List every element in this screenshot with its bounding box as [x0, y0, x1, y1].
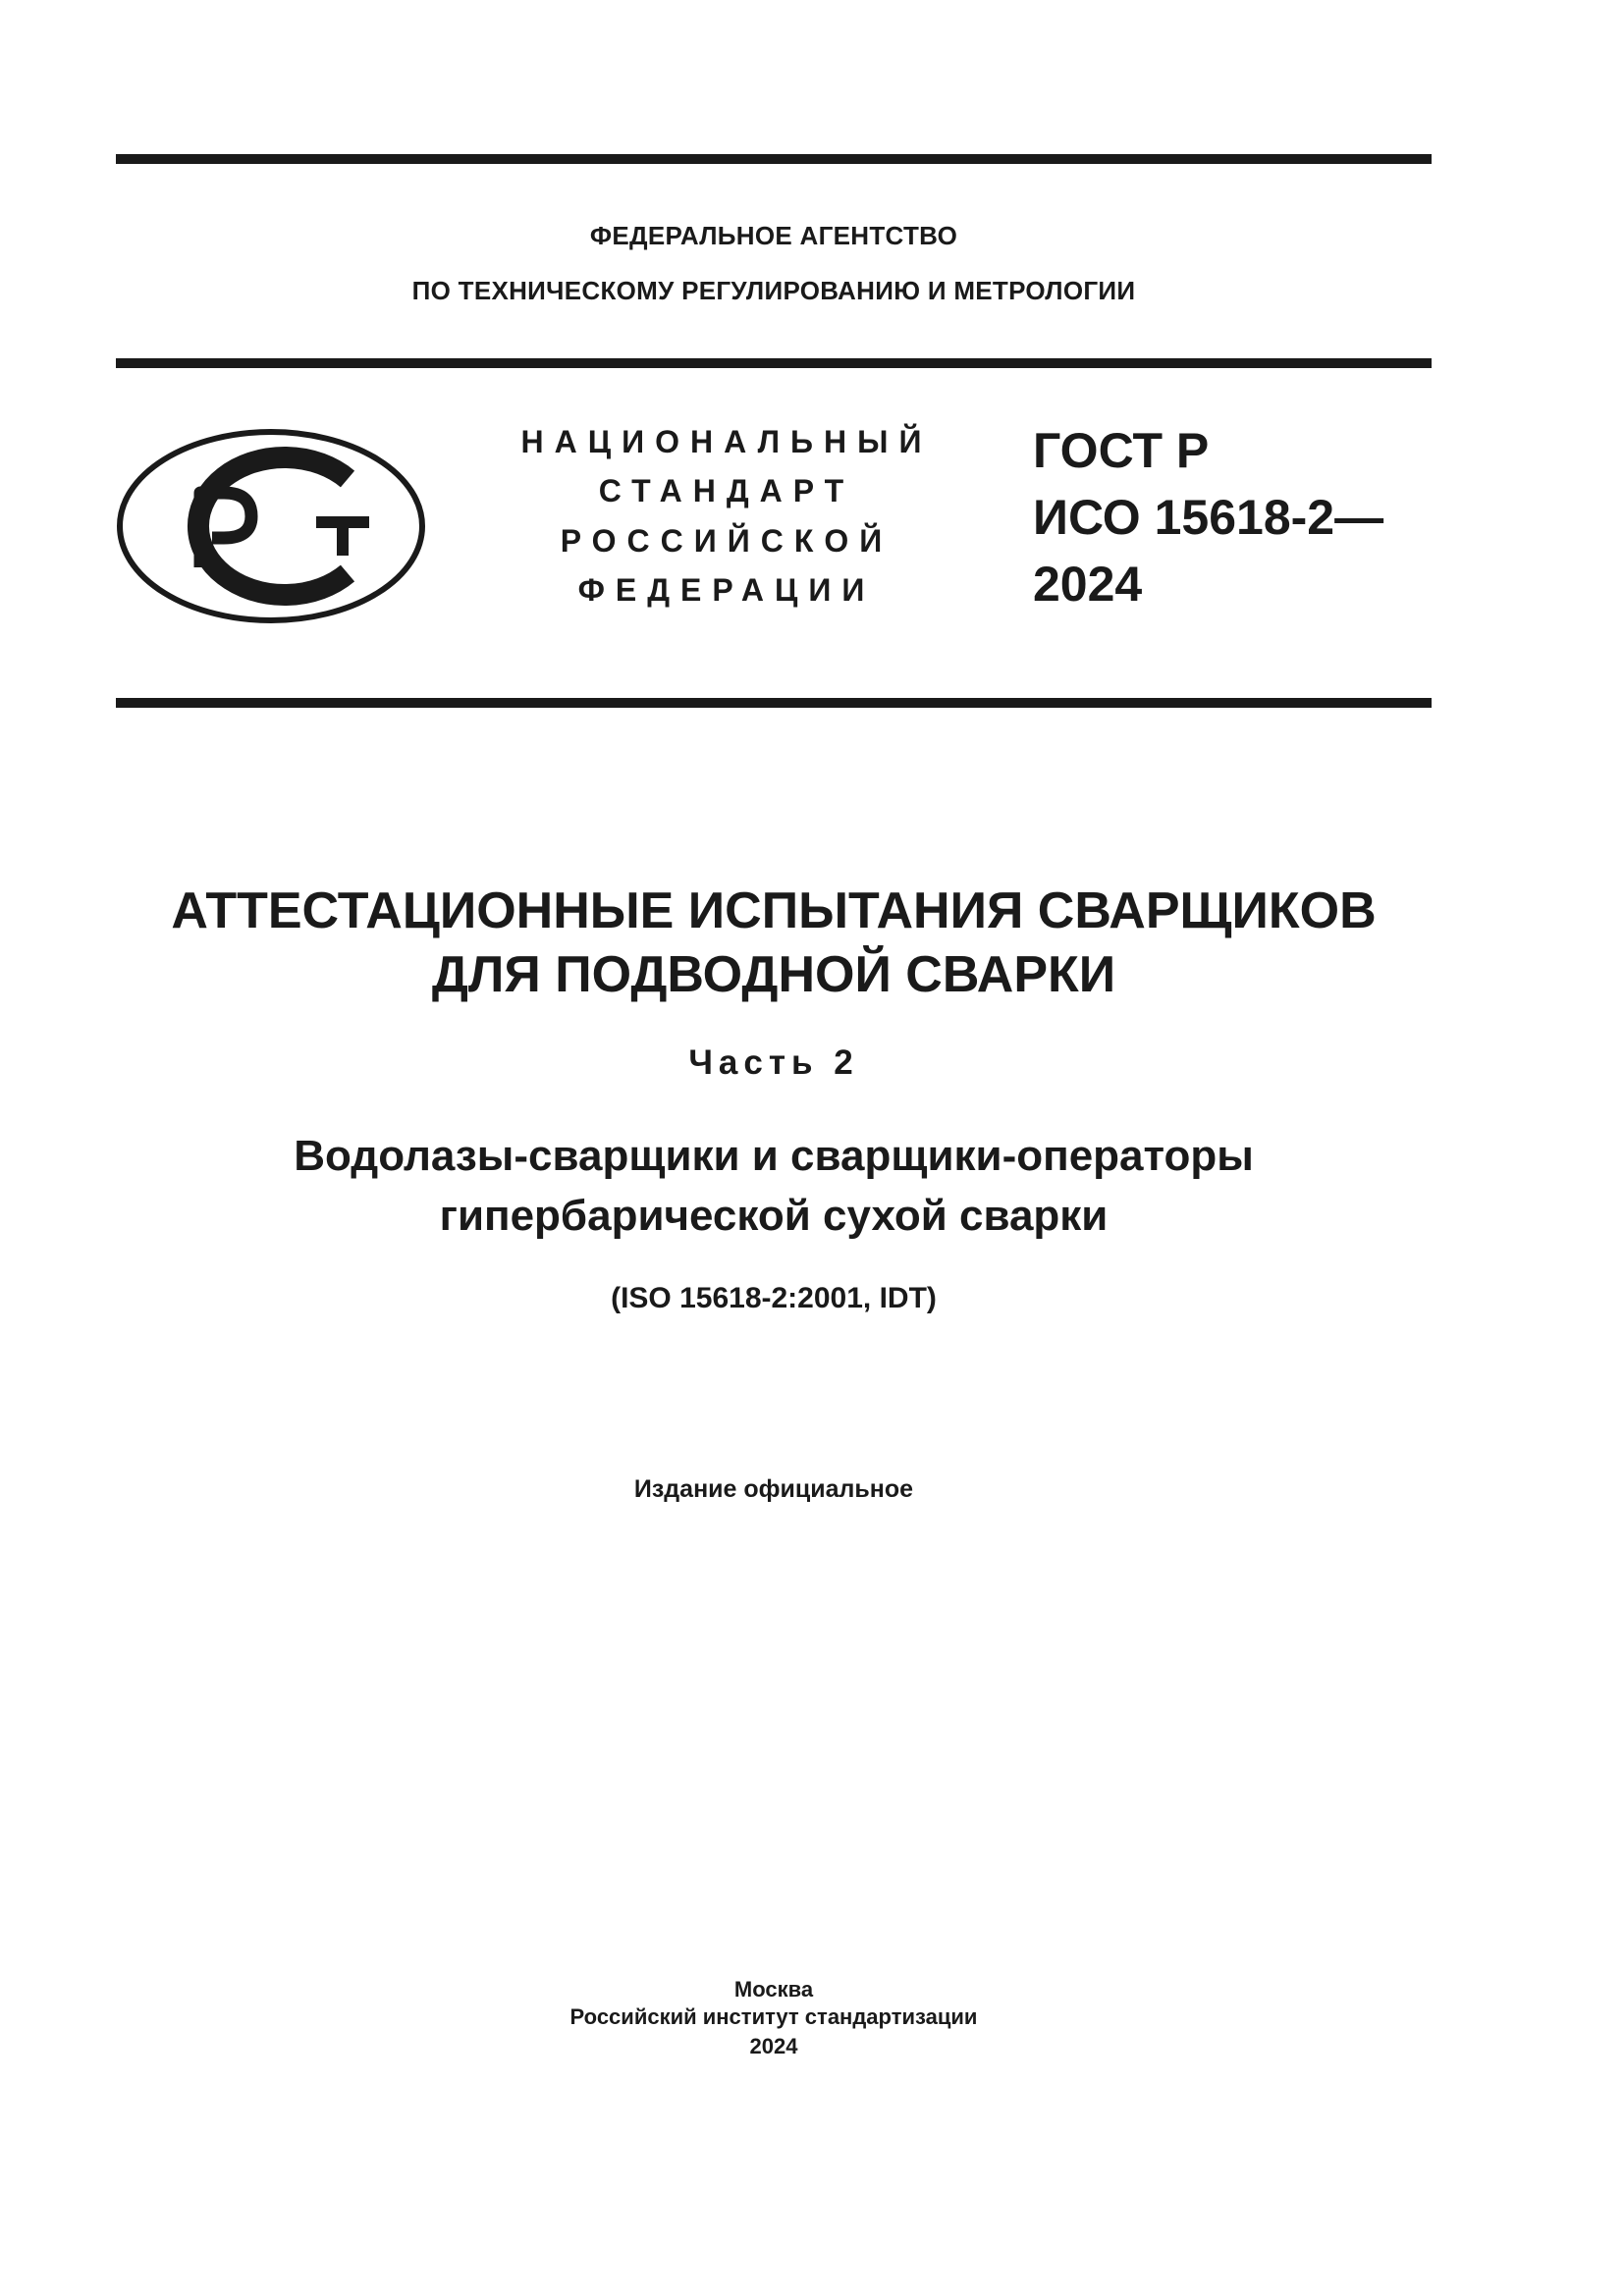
document-title-line-1: АТТЕСТАЦИОННЫЕ ИСПЫТАНИЯ СВАРЩИКОВ	[171, 882, 1377, 939]
agency-line-2: ПО ТЕХНИЧЕСКОМУ РЕГУЛИРОВАНИЮ И МЕТРОЛОГИИ	[411, 276, 1136, 305]
imprint-city: Москва	[733, 1977, 814, 2002]
standard-type-line-2: СТАНДАРТ	[598, 473, 855, 508]
designation-line-3: 2024	[1033, 557, 1143, 612]
iso-reference: (ISO 15618-2:2001, IDT)	[611, 1282, 937, 1314]
document-title-line-2: ДЛЯ ПОДВОДНОЙ СВАРКИ	[431, 946, 1116, 1003]
rst-mark-logo-icon	[116, 428, 426, 624]
agency-line-1: ФЕДЕРАЛЬНОЕ АГЕНТСТВО	[589, 221, 958, 250]
header-rule	[116, 358, 1432, 368]
standard-type-line-1: НАЦИОНАЛЬНЫЙ	[520, 424, 933, 459]
document-subtitle-line-2: гипербарической сухой сварки	[439, 1192, 1109, 1240]
standard-type-line-4: ФЕДЕРАЦИИ	[577, 572, 876, 608]
designation-line-2: ИСО 15618-2—	[1033, 490, 1384, 545]
top-rule	[116, 154, 1432, 164]
imprint-year: 2024	[749, 2034, 798, 2058]
designation-line-1: ГОСТ Р	[1033, 423, 1210, 478]
designation-rule	[116, 698, 1432, 708]
edition-label: Издание официальное	[633, 1475, 914, 1503]
imprint-publisher: Российский институт стандартизации	[569, 2004, 978, 2029]
document-part: Часть 2	[688, 1043, 859, 1082]
document-subtitle-line-1: Водолазы-сварщики и сварщики-операторы	[294, 1132, 1254, 1180]
standard-type-line-3: РОССИЙСКОЙ	[560, 523, 893, 559]
